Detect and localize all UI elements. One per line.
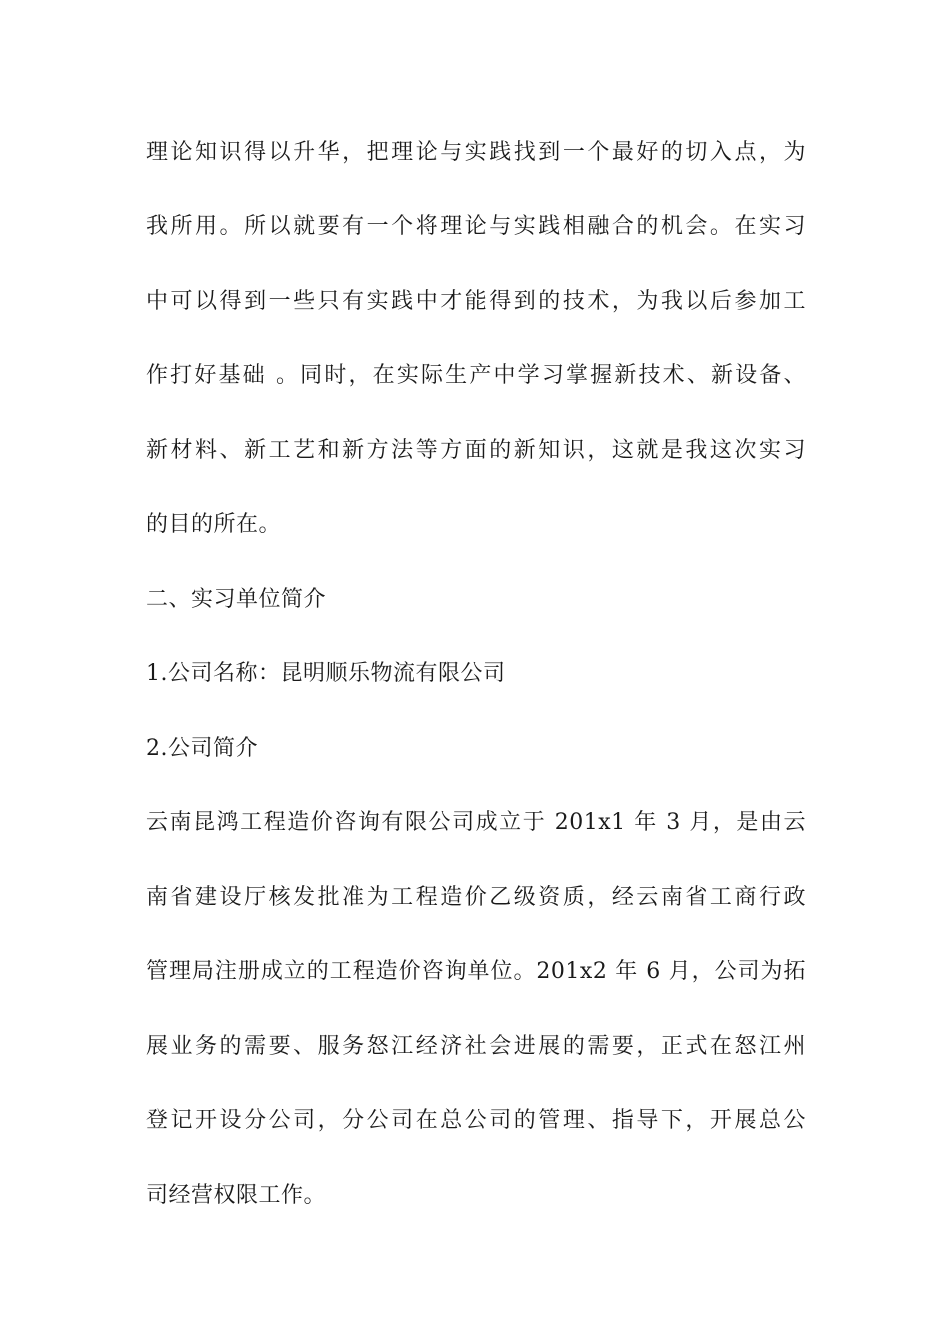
- subsection-heading: 2.公司简介: [146, 736, 258, 761]
- text-line: 云南昆鸿工程造价咨询有限公司成立于 201x1 年 3 月，是由云: [146, 810, 806, 835]
- text-line: 中可以得到一些只有实践中才能得到的技术，为我以后参加工: [146, 289, 806, 314]
- text-line: 作打好基础 。同时，在实际生产中学习掌握新技术、新设备、: [146, 363, 806, 388]
- text-line: 管理局注册成立的工程造价咨询单位。201x2 年 6 月，公司为拓: [146, 959, 806, 984]
- company-name-line: 1.公司名称：昆明顺乐物流有限公司: [146, 661, 506, 686]
- section-heading: 二、实习单位简介: [146, 587, 327, 612]
- text-line: 司经营权限工作。: [146, 1183, 327, 1208]
- text-line: 我所用。所以就要有一个将理论与实践相融合的机会。在实习: [146, 214, 806, 239]
- text-line: 展业务的需要、服务怒江经济社会进展的需要，正式在怒江州: [146, 1034, 806, 1059]
- text-line: 的目的所在。: [146, 512, 282, 537]
- text-line: 理论知识得以升华，把理论与实践找到一个最好的切入点，为: [146, 140, 806, 165]
- text-line: 登记开设分公司，分公司在总公司的管理、指导下，开展总公: [146, 1108, 806, 1133]
- text-line: 新材料、新工艺和新方法等方面的新知识，这就是我这次实习: [146, 438, 806, 463]
- text-line: 南省建设厅核发批准为工程造价乙级资质，经云南省工商行政: [146, 885, 806, 910]
